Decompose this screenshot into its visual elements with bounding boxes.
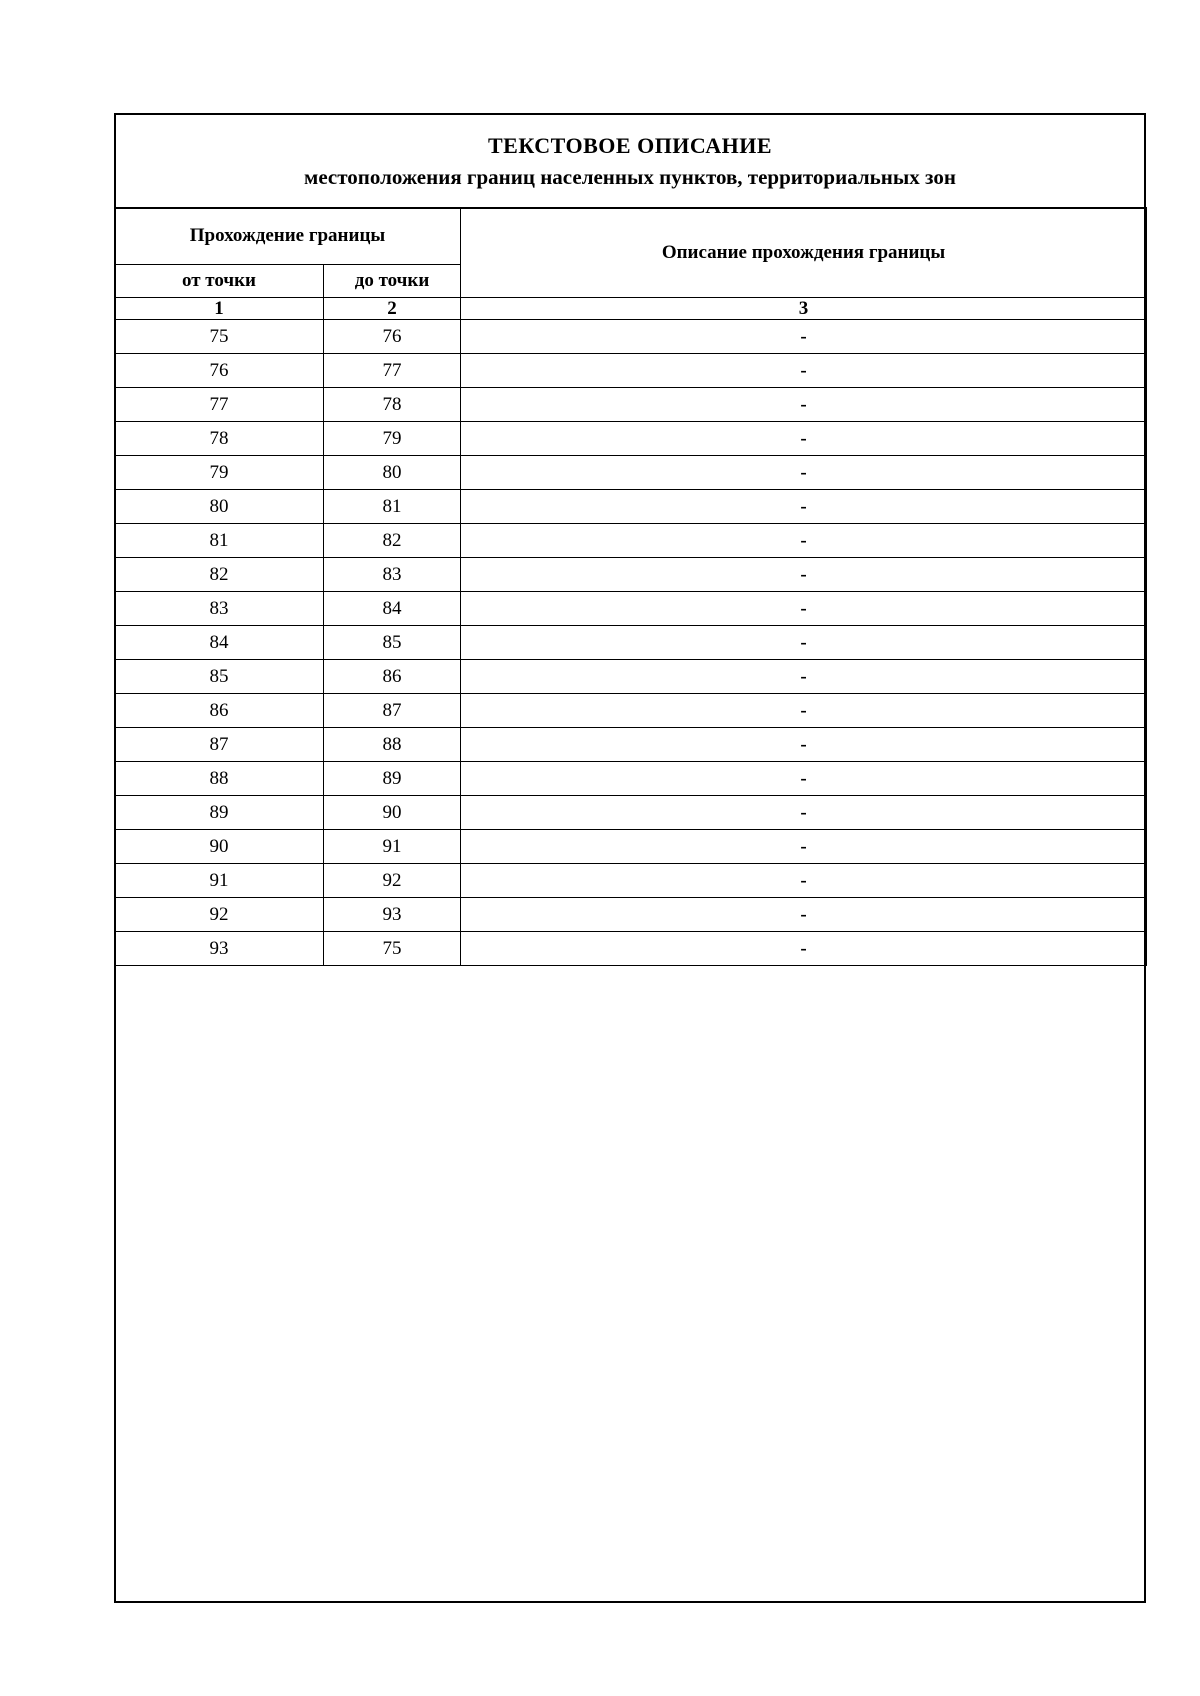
document-frame xyxy=(114,113,1146,1603)
description-cell: - xyxy=(461,626,1147,660)
table-row xyxy=(115,592,1147,626)
from-point-cell: 78 xyxy=(115,422,324,456)
from-point-cell: 79 xyxy=(115,456,324,490)
description-cell: - xyxy=(461,388,1147,422)
description-cell: - xyxy=(461,796,1147,830)
description-cell: - xyxy=(461,932,1147,966)
from-point-cell: 87 xyxy=(115,728,324,762)
to-point-cell: 86 xyxy=(324,660,461,694)
header-passage: Прохождение границы xyxy=(115,208,461,265)
from-point-cell: 82 xyxy=(115,558,324,592)
to-point-cell: 78 xyxy=(324,388,461,422)
description-cell: - xyxy=(461,592,1147,626)
table-row xyxy=(115,762,1147,796)
from-point-cell: 88 xyxy=(115,762,324,796)
to-point-cell: 76 xyxy=(324,320,461,354)
from-point-cell: 92 xyxy=(115,898,324,932)
header-from-point: от точки xyxy=(115,265,324,298)
table-row xyxy=(115,796,1147,830)
description-cell: - xyxy=(461,830,1147,864)
to-point-cell: 75 xyxy=(324,932,461,966)
description-cell: - xyxy=(461,694,1147,728)
table-row xyxy=(115,320,1147,354)
boundary-table xyxy=(114,207,1147,966)
description-cell: - xyxy=(461,524,1147,558)
from-point-cell: 75 xyxy=(115,320,324,354)
from-point-cell: 86 xyxy=(115,694,324,728)
to-point-cell: 77 xyxy=(324,354,461,388)
table-row xyxy=(115,898,1147,932)
to-point-cell: 88 xyxy=(324,728,461,762)
column-number-3: 3 xyxy=(461,298,1147,320)
from-point-cell: 91 xyxy=(115,864,324,898)
table-row xyxy=(115,660,1147,694)
table-row xyxy=(115,728,1147,762)
from-point-cell: 89 xyxy=(115,796,324,830)
from-point-cell: 77 xyxy=(115,388,324,422)
from-point-cell: 93 xyxy=(115,932,324,966)
to-point-cell: 84 xyxy=(324,592,461,626)
description-cell: - xyxy=(461,490,1147,524)
table-row xyxy=(115,456,1147,490)
to-point-cell: 80 xyxy=(324,456,461,490)
table-row xyxy=(115,830,1147,864)
from-point-cell: 85 xyxy=(115,660,324,694)
description-cell: - xyxy=(461,422,1147,456)
to-point-cell: 87 xyxy=(324,694,461,728)
to-point-cell: 91 xyxy=(324,830,461,864)
from-point-cell: 90 xyxy=(115,830,324,864)
table-row xyxy=(115,694,1147,728)
table-row xyxy=(115,864,1147,898)
table-row xyxy=(115,932,1147,966)
column-number-1: 1 xyxy=(115,298,324,320)
table-body xyxy=(115,320,1147,966)
to-point-cell: 79 xyxy=(324,422,461,456)
to-point-cell: 92 xyxy=(324,864,461,898)
description-cell: - xyxy=(461,354,1147,388)
description-cell: - xyxy=(461,762,1147,796)
to-point-cell: 82 xyxy=(324,524,461,558)
description-cell: - xyxy=(461,864,1147,898)
from-point-cell: 83 xyxy=(115,592,324,626)
description-cell: - xyxy=(461,728,1147,762)
title-block xyxy=(116,115,1144,209)
from-point-cell: 80 xyxy=(115,490,324,524)
column-number-2: 2 xyxy=(324,298,461,320)
description-cell: - xyxy=(461,558,1147,592)
document-subtitle: местоположения границ населенных пунктов, территориальных зон xyxy=(304,165,956,189)
to-point-cell: 81 xyxy=(324,490,461,524)
to-point-cell: 93 xyxy=(324,898,461,932)
description-cell: - xyxy=(461,456,1147,490)
document-title: ТЕКСТОВОЕ ОПИСАНИЕ xyxy=(487,133,772,158)
to-point-cell: 89 xyxy=(324,762,461,796)
table-row xyxy=(115,388,1147,422)
to-point-cell: 83 xyxy=(324,558,461,592)
description-cell: - xyxy=(461,660,1147,694)
header-description: Описание прохождения границы xyxy=(461,208,1147,298)
from-point-cell: 84 xyxy=(115,626,324,660)
description-cell: - xyxy=(461,320,1147,354)
from-point-cell: 76 xyxy=(115,354,324,388)
to-point-cell: 85 xyxy=(324,626,461,660)
table-row xyxy=(115,422,1147,456)
description-cell: - xyxy=(461,898,1147,932)
table-row xyxy=(115,626,1147,660)
from-point-cell: 81 xyxy=(115,524,324,558)
table-row xyxy=(115,558,1147,592)
to-point-cell: 90 xyxy=(324,796,461,830)
table-row xyxy=(115,490,1147,524)
table-row xyxy=(115,524,1147,558)
header-to-point: до точки xyxy=(324,265,461,298)
table-row xyxy=(115,354,1147,388)
